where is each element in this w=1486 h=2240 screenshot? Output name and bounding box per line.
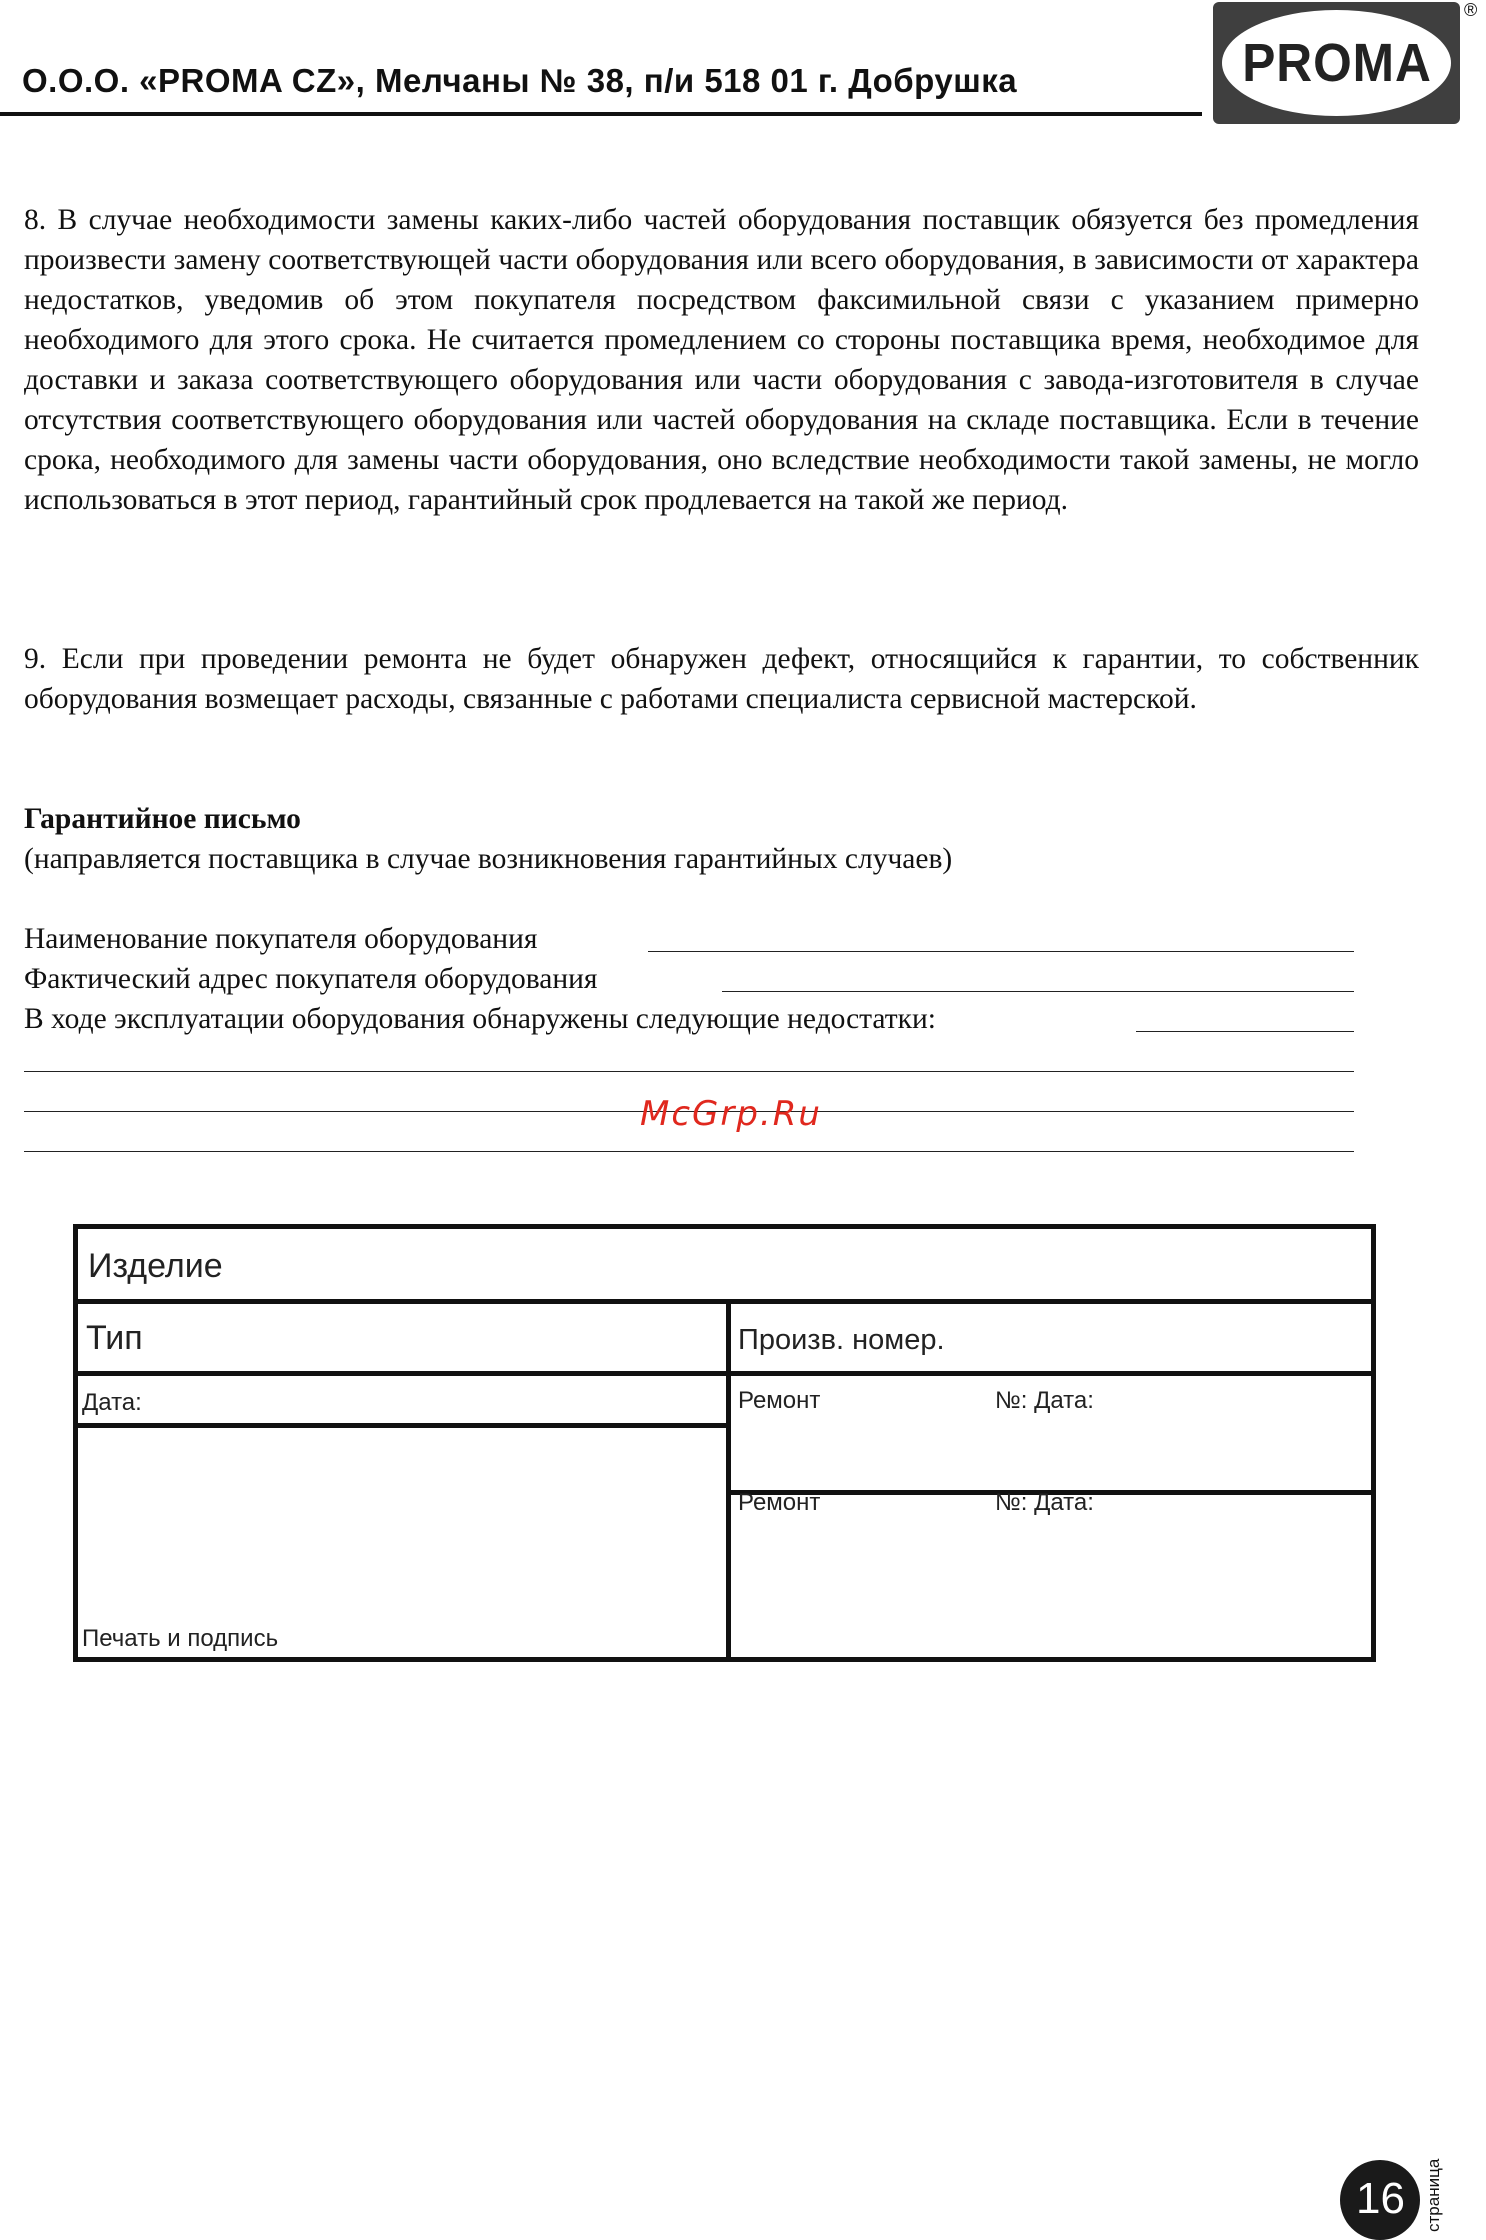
form-date-label: Дата: [82,1389,142,1416]
buyer-address-label: Фактический адрес покупателя оборудования [24,963,598,995]
page-word: страница [1424,2158,1443,2232]
letter-subtitle: (направляется поставщика в случае возникновения гарантийных случаев) [24,843,953,875]
registered-mark: ® [1464,0,1478,20]
watermark: McGrp.Ru [640,1094,822,1134]
defects-line-3 [24,1151,1354,1152]
form-serial-label: Произв. номер. [738,1324,945,1356]
form-repair-1-no-date: №: Дата: [995,1387,1094,1414]
paragraph-9: 9. Если при проведении ремонта не будет обнаружен дефект, относящийся к гарантии, то собственник оборудования возмещает расходы, связанные с работами специалиста сервисной мастерской. [24,643,1419,715]
proma-logo [1213,2,1460,124]
form-type-label: Тип [86,1319,143,1357]
page-number: 16 [1356,2174,1405,2223]
warranty-form [73,1224,1376,1662]
form-repair-2-label: Ремонт [738,1489,821,1516]
defects-line-1 [24,1071,1354,1072]
buyer-name-blank [648,951,1354,952]
paragraph-8: 8. В случае необходимости замены каких-либо частей оборудования поставщик обязуется без промедления произвести замену соответствующей части оборудования или всего оборудования, в зависимости от характера недостатков, уведомив об этом покупателя посредством факсимильной связи с указанием примерно необходимого для этого срока. Не считается промедлением со стороны поставщика время, необходимое для доставки и заказа соответствующего оборудования или части оборудования с завода-изготовителя в случае отсутствия соответствующего оборудования или частей оборудования на складе поставщика. Если в течение срока, необходимого для замены части оборудования, оно вследствие необходимости такой замены, не могло использоваться в этот период, гарантийный срок продлевается на такой же период. [24,204,1419,516]
buyer-name-label: Наименование покупателя оборудования [24,923,538,955]
header-divider [0,112,1202,116]
defects-blank [1136,1031,1354,1032]
defects-label: В ходе эксплуатации оборудования обнаружены следующие недостатки: [24,1003,936,1035]
company-header: О.О.О. «PROMA CZ», Мелчаны № 38, п/и 518 01 г. Добрушка [22,62,1018,99]
form-product-label: Изделие [88,1247,223,1285]
form-repair-1-label: Ремонт [738,1387,821,1414]
logo-text: PROMA [1241,33,1432,93]
form-repair-2-no-date: №: Дата: [995,1489,1094,1516]
letter-title: Гарантийное письмо [24,803,301,835]
form-stamp-label: Печать и подпись [82,1625,279,1652]
buyer-address-blank [722,991,1354,992]
